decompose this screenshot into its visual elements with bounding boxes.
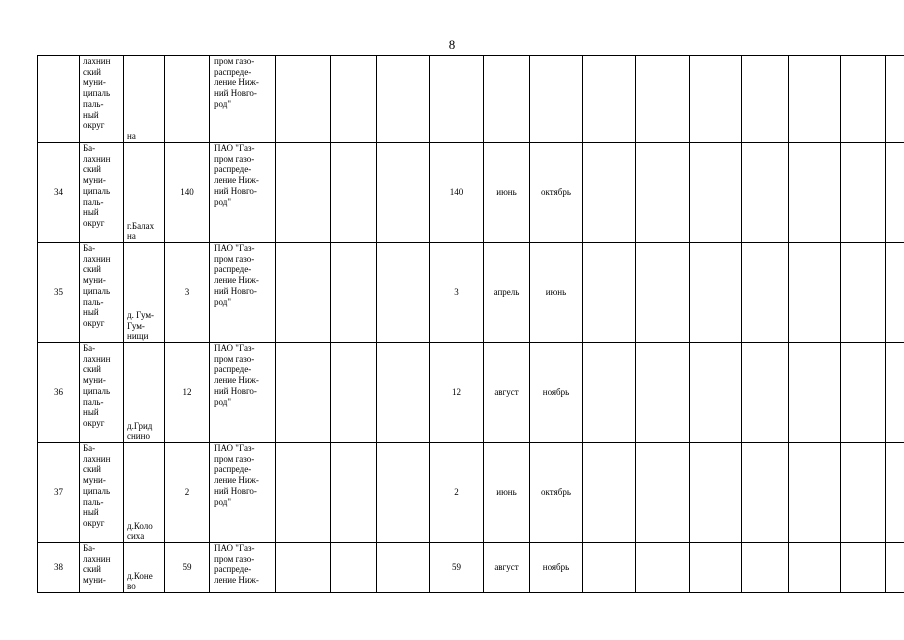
empty-cell <box>331 343 377 443</box>
empty-cell <box>636 343 690 443</box>
empty-cell <box>276 343 331 443</box>
empty-cell <box>742 443 789 543</box>
empty-cell <box>690 443 742 543</box>
empty-cell <box>886 343 904 443</box>
empty-cell <box>841 343 886 443</box>
municipality-cell: лахнин ский муни- ципаль паль- ный округ <box>80 56 124 143</box>
volume-cell: 12 <box>430 343 484 443</box>
volume-cell: 59 <box>430 543 484 593</box>
empty-cell <box>276 143 331 243</box>
empty-cell <box>377 243 430 343</box>
volume-cell: 3 <box>430 243 484 343</box>
organization-cell: ПАО "Газ- пром газо- распреде- ление Ниж- ний Новго- род" <box>210 443 276 543</box>
empty-cell <box>841 243 886 343</box>
volume-cell: 140 <box>430 143 484 243</box>
empty-cell <box>583 343 636 443</box>
start-month-cell: август <box>484 543 530 593</box>
empty-cell <box>841 56 886 143</box>
locality-cell: д.Грид снино <box>124 343 165 443</box>
empty-cell <box>789 543 841 593</box>
row-number-cell: 38 <box>38 543 80 593</box>
start-month-cell <box>484 56 530 143</box>
empty-cell <box>636 543 690 593</box>
table-row <box>38 343 904 443</box>
count-cell <box>165 56 210 143</box>
locality-cell: д.Коне во <box>124 543 165 593</box>
empty-cell <box>276 543 331 593</box>
organization-cell: ПАО "Газ- пром газо- распреде- ление Ниж- ний Новго- род" <box>210 143 276 243</box>
count-cell: 59 <box>165 543 210 593</box>
start-month-cell: апрель <box>484 243 530 343</box>
empty-cell <box>331 143 377 243</box>
start-month-cell: июнь <box>484 443 530 543</box>
count-cell: 140 <box>165 143 210 243</box>
empty-cell <box>742 343 789 443</box>
count-cell: 3 <box>165 243 210 343</box>
row-number-cell: 34 <box>38 143 80 243</box>
empty-cell <box>377 443 430 543</box>
empty-cell <box>583 56 636 143</box>
municipality-cell: Ба- лахнин ский муни- ципаль паль- ный округ <box>80 343 124 443</box>
table-row <box>38 243 904 343</box>
empty-cell <box>377 543 430 593</box>
end-month-cell: октябрь <box>530 143 583 243</box>
empty-cell <box>742 543 789 593</box>
empty-cell <box>690 343 742 443</box>
organization-cell: ПАО "Газ- пром газо- распреде- ление Ниж- <box>210 543 276 593</box>
empty-cell <box>789 143 841 243</box>
empty-cell <box>583 143 636 243</box>
empty-cell <box>583 243 636 343</box>
empty-cell <box>690 543 742 593</box>
volume-cell <box>430 56 484 143</box>
municipality-cell: Ба- лахнин ский муни- ципаль паль- ный округ <box>80 243 124 343</box>
empty-cell <box>789 56 841 143</box>
empty-cell <box>583 543 636 593</box>
gasification-table <box>37 55 904 593</box>
count-cell: 2 <box>165 443 210 543</box>
locality-cell: г.Балах на <box>124 143 165 243</box>
end-month-cell: ноябрь <box>530 343 583 443</box>
empty-cell <box>690 243 742 343</box>
empty-cell <box>276 243 331 343</box>
organization-cell: пром газо- распреде- ление Ниж- ний Новго- род" <box>210 56 276 143</box>
row-number-cell: 36 <box>38 343 80 443</box>
empty-cell <box>789 243 841 343</box>
empty-cell <box>841 443 886 543</box>
end-month-cell <box>530 56 583 143</box>
empty-cell <box>331 56 377 143</box>
empty-cell <box>636 143 690 243</box>
empty-cell <box>377 56 430 143</box>
empty-cell <box>331 243 377 343</box>
municipality-cell: Ба- лахнин ский муни- <box>80 543 124 593</box>
municipality-cell: Ба- лахнин ский муни- ципаль паль- ный округ <box>80 443 124 543</box>
empty-cell <box>636 443 690 543</box>
locality-cell: на <box>124 56 165 143</box>
empty-cell <box>331 443 377 543</box>
table-row <box>38 143 904 243</box>
row-number-cell <box>38 56 80 143</box>
table-row <box>38 56 904 143</box>
empty-cell <box>690 56 742 143</box>
municipality-cell: Ба- лахнин ский муни- ципаль паль- ный округ <box>80 143 124 243</box>
empty-cell <box>377 343 430 443</box>
table-row <box>38 443 904 543</box>
empty-cell <box>841 143 886 243</box>
empty-cell <box>742 143 789 243</box>
empty-cell <box>789 443 841 543</box>
count-cell: 12 <box>165 343 210 443</box>
empty-cell <box>636 56 690 143</box>
empty-cell <box>789 343 841 443</box>
empty-cell <box>276 443 331 543</box>
end-month-cell: июнь <box>530 243 583 343</box>
empty-cell <box>886 443 904 543</box>
empty-cell <box>690 143 742 243</box>
end-month-cell: ноябрь <box>530 543 583 593</box>
locality-cell: д.Коло сиха <box>124 443 165 543</box>
empty-cell <box>742 243 789 343</box>
page-number: 8 <box>448 37 456 52</box>
start-month-cell: июнь <box>484 143 530 243</box>
empty-cell <box>276 56 331 143</box>
table-row <box>38 543 904 593</box>
start-month-cell: август <box>484 343 530 443</box>
organization-cell: ПАО "Газ- пром газо- распреде- ление Ниж- ний Новго- род" <box>210 343 276 443</box>
empty-cell <box>583 443 636 543</box>
volume-cell: 2 <box>430 443 484 543</box>
empty-cell <box>886 56 904 143</box>
row-number-cell: 35 <box>38 243 80 343</box>
empty-cell <box>886 243 904 343</box>
end-month-cell: октябрь <box>530 443 583 543</box>
organization-cell: ПАО "Газ- пром газо- распреде- ление Ниж- ний Новго- род" <box>210 243 276 343</box>
empty-cell <box>886 543 904 593</box>
locality-cell: д. Гум- Гум- нищи <box>124 243 165 343</box>
empty-cell <box>636 243 690 343</box>
empty-cell <box>742 56 789 143</box>
empty-cell <box>841 543 886 593</box>
row-number-cell: 37 <box>38 443 80 543</box>
empty-cell <box>331 543 377 593</box>
empty-cell <box>886 143 904 243</box>
empty-cell <box>377 143 430 243</box>
